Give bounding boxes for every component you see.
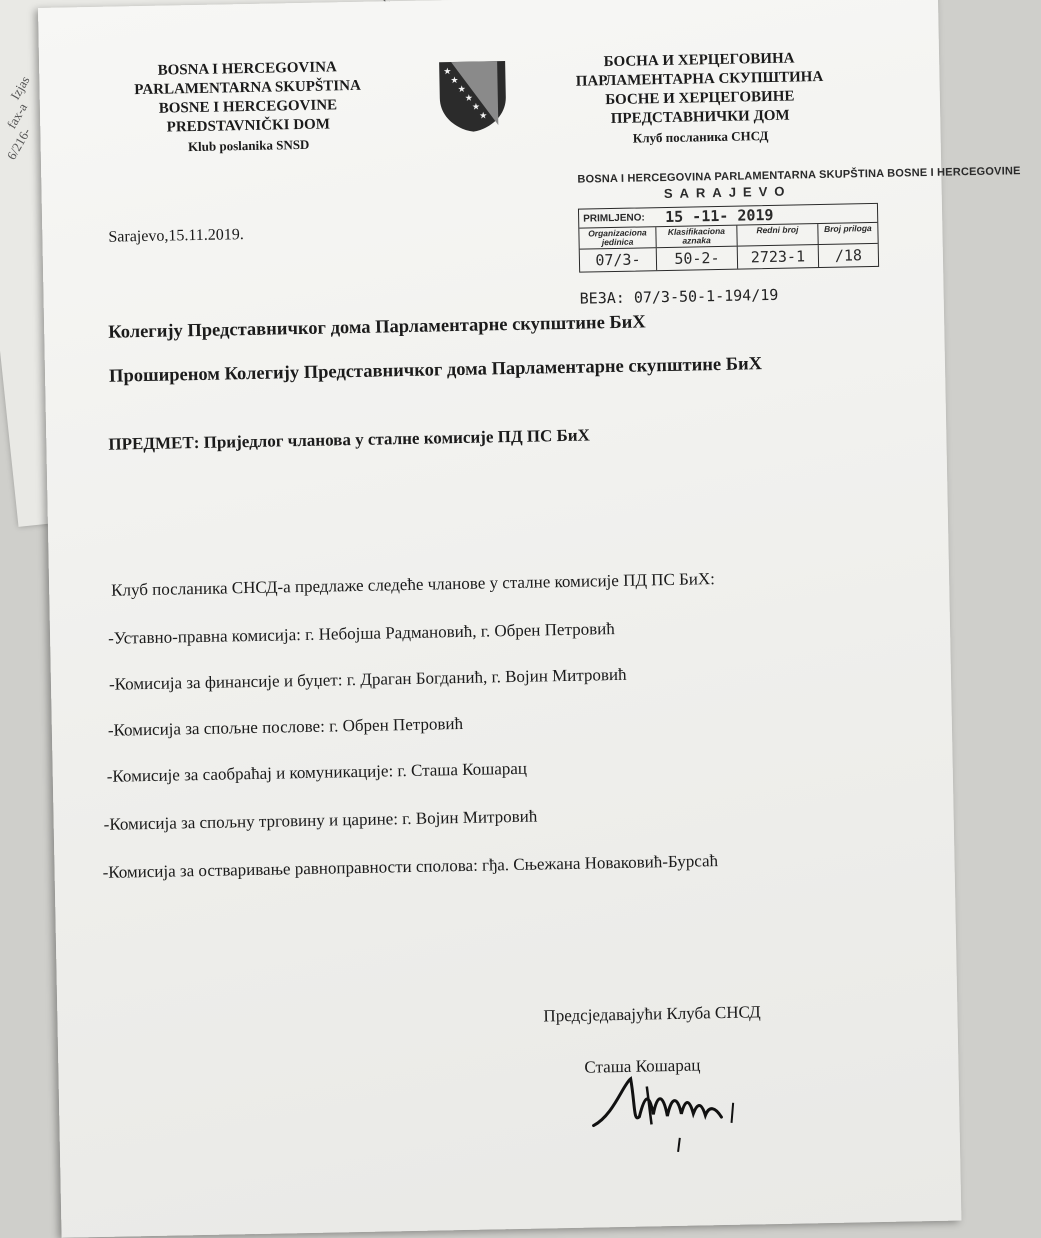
stamp-column-header: Redni broj — [737, 224, 818, 246]
stamp-column-header: Klasifikaciona aznaka — [656, 226, 737, 248]
stamp-institution: BOSNA I HERCEGOVINA PARLAMENTARNA SKUPŠTINA BOSNE I HERCEGOVINE — [577, 165, 1021, 186]
subject-line: ПРЕДМЕТ: Приједлог чланова у сталне комисије ПД ПС БиХ — [108, 425, 591, 454]
stamp-value: 50-2- — [657, 247, 738, 271]
signatory-name: Сташа Кошарац — [584, 1055, 701, 1077]
svg-text:★: ★ — [479, 110, 488, 121]
header-right-line: БОСНА И ХЕРЦЕГОВИНА — [603, 50, 795, 71]
stamp-value: 07/3- — [580, 248, 657, 271]
document-page — [38, 0, 1021, 1238]
header-left-club: Klub poslanika SNSD — [187, 136, 310, 155]
header-left-line: PREDSTAVNIČKI DOM — [166, 116, 331, 136]
header-left-line: PARLAMENTARNA SKUPŠTINA — [134, 77, 361, 99]
handwritten-reference: ВЕЗА: 07/3-50-1-194/19 — [579, 285, 779, 308]
addressee-line: Проширеном Колегију Представничког дома Парламентарне скупштине БиХ — [108, 354, 763, 387]
committee-item: -Комисија за спољну трговину и царине: г. Војин Митровић — [103, 806, 538, 834]
header-left — [117, 58, 379, 158]
stamp-value: 2723-1 — [738, 245, 819, 269]
svg-text:★: ★ — [464, 92, 473, 103]
svg-text:★: ★ — [443, 66, 452, 77]
body-intro: Клуб посланика СНСД-а предлаже следеће чланове у сталне комисије ПД ПС БиХ: — [111, 569, 716, 600]
handwritten-signature — [582, 1062, 764, 1155]
background-text: 6/216- — [3, 125, 34, 163]
committee-item: -Комисија за финансије и буџет: г. Драган Богданић, г. Војин Митровић — [108, 664, 627, 694]
background-text: Izjas — [7, 73, 33, 103]
header-right-club: Клуб посланика СНСД — [632, 128, 769, 146]
stamp-received-label: PRIMLJENO: — [583, 211, 645, 225]
addressee-line: Колегију Представничког дома Парламентарне скупштине БиХ — [108, 312, 646, 343]
header-left-line: BOSNE I HERCEGOVINE — [158, 97, 338, 117]
header-right-line: БОСНЕ И ХЕРЦЕГОВИНЕ — [605, 88, 795, 109]
svg-text:★: ★ — [457, 83, 466, 94]
header-right-line: ПАРЛАМЕНТАРНА СКУПШТИНА — [575, 68, 824, 90]
bih-coat-of-arms-icon — [437, 57, 508, 134]
committee-item: -Комисија за спољне послове: г. Обрен Петровић — [107, 713, 464, 740]
stamp-city: SARAJEVO — [663, 183, 792, 202]
registry-stamp — [577, 165, 1021, 308]
header-right — [559, 49, 841, 149]
committee-item: -Уставно-правна комисија: г. Небојша Радмановић, г. Обрен Петровић — [107, 619, 615, 648]
signature-title: Предсједавајући Клуба СНСД — [543, 1002, 761, 1026]
stamp-values-row — [580, 244, 878, 272]
svg-text:★: ★ — [450, 74, 459, 86]
stamp-column-header: Broj priloga — [823, 223, 872, 234]
stamp-column-header: Organizaciona jedinica — [579, 227, 656, 248]
header-left-line: BOSNA I HERCEGOVINA — [157, 59, 337, 79]
header-right-line: ПРЕДСТАВНИЧКИ ДОМ — [610, 107, 790, 128]
committee-item: -Комисија за остваривање равноправности сполова: гђа. Сњежана Новаковић-Бурсаћ — [102, 851, 719, 882]
background-text: fax-a — [3, 100, 31, 132]
document-date: Sarajevo,15.11.2019. — [108, 226, 244, 246]
committee-item: -Комисије за саобраћај и комуникације: г. Сташа Кошарац — [106, 758, 528, 786]
stamp-received-date: 15 -11- 2019 — [664, 205, 774, 226]
stamp-value: /18 — [834, 246, 863, 265]
stamp-table — [578, 203, 879, 273]
svg-text:★: ★ — [471, 101, 481, 112]
